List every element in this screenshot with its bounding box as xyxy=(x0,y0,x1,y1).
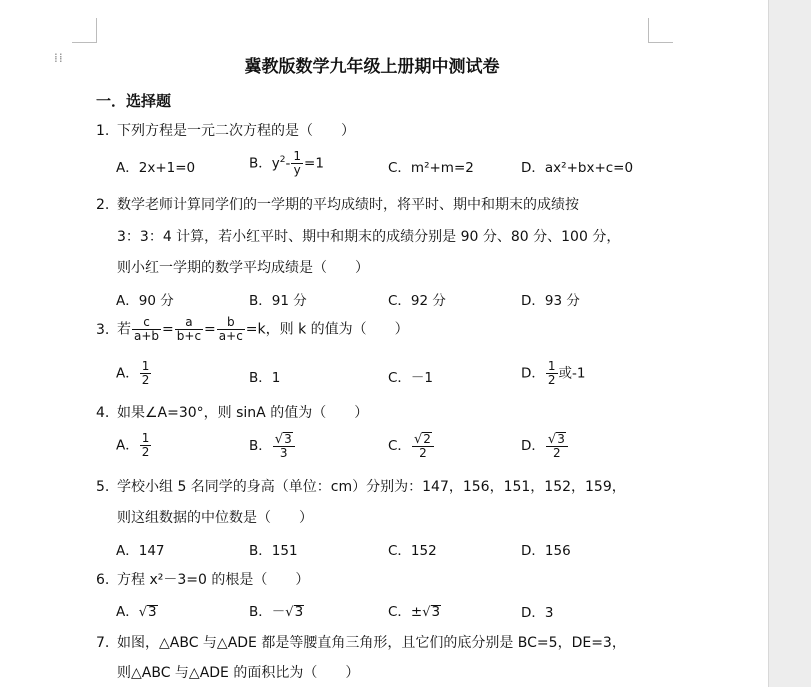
denominator: 2 xyxy=(141,373,150,387)
fraction xyxy=(175,316,203,343)
question-4 xyxy=(96,402,368,422)
radicand: 3 xyxy=(148,604,157,620)
fraction xyxy=(132,316,161,343)
q6-option-c xyxy=(388,600,441,620)
radicand: 2 xyxy=(423,432,431,446)
option-label: B． xyxy=(249,438,272,454)
q1-option-b xyxy=(249,150,324,177)
numerator xyxy=(273,432,295,447)
fraction xyxy=(140,432,152,459)
option-label: C． xyxy=(388,438,411,454)
question-text: 下列方程是一元二次方程的是（ ） xyxy=(117,123,355,139)
numerator: b xyxy=(217,316,245,330)
sqrt-icon: √ xyxy=(422,605,431,620)
option-label: D． xyxy=(521,438,545,454)
denominator: 2 xyxy=(419,446,427,460)
radicand: 3 xyxy=(284,432,292,446)
question-7 xyxy=(96,632,626,652)
sqrt-icon: √ xyxy=(138,605,148,620)
q2-option-d: D．93 分 xyxy=(521,293,580,309)
option-label: B．－ xyxy=(249,604,286,620)
sqrt-icon: √ xyxy=(547,432,557,447)
radicand: 3 xyxy=(431,604,441,620)
q1-option-a: A．2x+1=0 xyxy=(116,160,196,176)
question-text: 如果∠A=30°，则 sinA 的值为（ ） xyxy=(117,405,369,421)
fraction xyxy=(546,432,568,460)
option-label: D． xyxy=(521,365,545,382)
question-number: 7. xyxy=(96,635,110,651)
question-text: 方程 x²－3=0 的根是（ ） xyxy=(117,572,310,588)
question-text: 若 xyxy=(117,321,131,338)
q1-option-c: C．m²+m=2 xyxy=(388,160,474,176)
option-label: C．± xyxy=(388,604,423,620)
q6-option-a xyxy=(116,600,158,620)
q2-option-b: B．91 分 xyxy=(249,293,307,309)
option-label: A． xyxy=(116,604,139,620)
denominator: 2 xyxy=(553,446,561,460)
vertical-scrollbar[interactable] xyxy=(768,0,811,687)
q1-option-d: D．ax²+bx+c=0 xyxy=(521,160,634,176)
question-text-end: =k，则 k 的值为（ ） xyxy=(245,321,409,338)
question-5-line-2: 则这组数据的中位数是（ ） xyxy=(117,510,313,526)
numerator: c xyxy=(132,316,161,330)
q5-option-c: C．152 xyxy=(388,543,437,559)
denominator: a+c xyxy=(218,329,243,343)
q3-option-c: C．－1 xyxy=(388,370,434,386)
denominator: 2 xyxy=(141,445,150,459)
question-number: 2. xyxy=(96,197,110,213)
numerator: 1 xyxy=(547,359,556,373)
denominator: a+b xyxy=(134,329,160,343)
question-7-line-2: 则△ABC 与△ADE 的面积比为（ ） xyxy=(117,665,360,681)
denominator: 3 xyxy=(279,446,288,460)
radicand: 3 xyxy=(294,604,304,620)
q4-option-b xyxy=(249,432,296,460)
fraction xyxy=(217,316,245,343)
option-label: A． xyxy=(116,365,139,382)
q5-option-a: A．147 xyxy=(116,543,165,559)
numerator: 1 xyxy=(141,431,150,445)
q4-option-c xyxy=(388,432,435,460)
section-heading: 一．选择题 xyxy=(96,92,172,110)
question-text: 如图，△ABC 与△ADE 都是等腰直角三角形，且它们的底分别是 BC=5，DE=3， xyxy=(117,635,626,651)
exponent: 2 xyxy=(279,155,286,165)
question-1 xyxy=(96,120,355,140)
q5-option-b: B．151 xyxy=(249,543,298,559)
q6-option-d: D．3 xyxy=(521,605,554,621)
equals-part: =1 xyxy=(304,155,324,172)
equals-sign: = xyxy=(204,321,216,338)
q4-option-d xyxy=(521,432,569,460)
fraction xyxy=(140,360,152,387)
question-number: 5. xyxy=(96,479,110,495)
question-text: 学校小组 5 名同学的身高（单位：cm）分别为：147，156，151，152，159， xyxy=(117,479,626,495)
numerator: a xyxy=(175,316,203,330)
q3-option-a xyxy=(116,360,152,387)
denominator: b+c xyxy=(176,329,202,343)
sqrt-icon: √ xyxy=(413,432,423,447)
q2-option-c: C．92 分 xyxy=(388,293,446,309)
q6-option-b xyxy=(249,600,304,620)
question-number: 1. xyxy=(96,123,110,139)
question-5 xyxy=(96,476,626,496)
question-3 xyxy=(96,316,409,343)
numerator: 1 xyxy=(293,149,302,163)
margin-corner-top-left xyxy=(72,18,97,43)
fraction xyxy=(291,150,303,177)
option-label: B．y xyxy=(249,155,280,172)
option-label: A． xyxy=(116,437,139,454)
question-6 xyxy=(96,569,309,589)
q3-option-b: B．1 xyxy=(249,370,281,386)
equals-sign: = xyxy=(162,321,174,338)
fraction xyxy=(546,360,558,387)
question-number: 3. xyxy=(96,321,110,338)
margin-corner-top-right xyxy=(648,18,673,43)
radicand: 3 xyxy=(557,432,565,446)
drag-handle-icon[interactable]: ⁞⁞ xyxy=(54,51,64,65)
q2-option-a: A．90 分 xyxy=(116,293,174,309)
question-text: 数学老师计算同学们的一学期的平均成绩时，将平时、期中和期末的成绩按 xyxy=(117,197,579,213)
fraction xyxy=(412,432,434,460)
sqrt-icon: √ xyxy=(285,605,294,620)
denominator: 2 xyxy=(547,373,556,387)
denominator: y xyxy=(293,163,301,177)
numerator: 1 xyxy=(141,359,150,373)
numerator xyxy=(412,432,434,447)
question-2-line-3: 则小红一学期的数学平均成绩是（ ） xyxy=(117,260,369,276)
question-2-line-2: 3：3：4 计算，若小红平时、期中和期末的成绩分别是 90 分、80 分、100 分， xyxy=(117,229,621,245)
question-number: 4. xyxy=(96,405,110,421)
option-text: 或-1 xyxy=(558,365,586,382)
q3-option-d xyxy=(521,360,586,387)
question-number: 6. xyxy=(96,572,110,588)
numerator xyxy=(546,432,568,447)
q4-option-a xyxy=(116,432,152,459)
question-2 xyxy=(96,194,579,214)
sqrt-icon: √ xyxy=(274,432,284,447)
fraction xyxy=(273,432,295,460)
q5-option-d: D．156 xyxy=(521,543,571,559)
page-title: 冀教版数学九年级上册期中测试卷 xyxy=(244,57,500,77)
minus-sign: - xyxy=(285,155,291,172)
